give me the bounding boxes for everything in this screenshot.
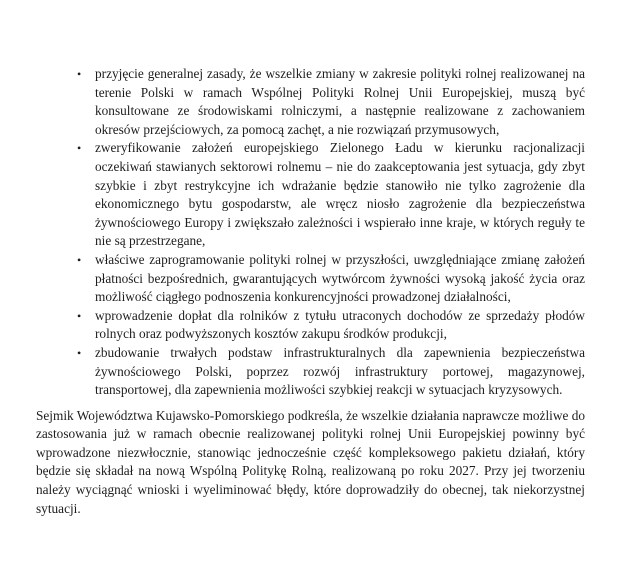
list-item bbox=[77, 307, 585, 344]
list-item-text: właściwe zaprogramowanie polityki rolnej w przyszłości, uwzględniające zmianę założeń płatności bezpośrednich, gwarantujących wytwórcom żywności wysoką jakość życia oraz możliwość ciągłego podnoszenia konkurencyjności prowadzonej działalności, bbox=[95, 251, 585, 305]
list-item-text: zbudowanie trwałych podstaw infrastrukturalnych dla zapewnienia bezpieczeństwa żywnościowego Polski, poprzez rozwój infrastruktury portowej, magazynowej, transportowej, dla zapewnienia możliwości szybkiej reakcji w sytuacjach kryzysowych. bbox=[95, 344, 585, 398]
list-item bbox=[77, 139, 585, 251]
bullet-icon: • bbox=[77, 345, 82, 360]
list-item bbox=[77, 344, 585, 400]
bullet-icon: • bbox=[77, 141, 82, 156]
bullet-icon: • bbox=[77, 67, 82, 81]
list-item-text: wprowadzenie dopłat dla rolników z tytułu utraconych dochodów ze sprzedaży płodów rolnych oraz podwyższonych kosztów zakupu środków produkcji, bbox=[95, 307, 585, 342]
list-item bbox=[77, 65, 585, 139]
list-item bbox=[77, 251, 585, 307]
list-item-text: przyjęcie generalnej zasady, że wszelkie zmiany w zakresie polityki rolnej realizowanej na terenie Polski w ramach Wspólnej Polityki Rolnej Unii Europejskiej, muszą być konsultowane ze środowiskami rolniczymi, a następnie realizowane z zachowaniem okresów przejściowych, za pomocą zachęt, a nie rozwiązań przymusowych, bbox=[95, 66, 585, 137]
bullet-icon: • bbox=[77, 308, 82, 323]
bullet-icon: • bbox=[77, 252, 82, 267]
bullet-list bbox=[36, 65, 585, 400]
closing-paragraph: Sejmik Województwa Kujawsko-Pomorskiego podkreśla, że wszelkie działania naprawcze możliwe do zastosowania już w ramach obecnie realizowanej polityki rolnej Unii Europejskiej powinny być wprowadzone niezwłocznie, stanowiąc jednocześnie część kompleksowego pakietu działań, który będzie się składał na nową Wspólną Politykę Rolną, realizowaną po roku 2027. Przy jej tworzeniu należy wyciągnąć wnioski i wyeliminować błędy, które doprowadziły do obecnej, tak niekorzystnej sytuacji. bbox=[36, 407, 585, 516]
list-item-text: zweryfikowanie założeń europejskiego Zielonego Ładu w kierunku racjonalizacji oczekiwań stawianych sektorowi rolnemu – nie do zaakceptowania jest sytuacja, gdy zbyt szybkie i zbyt restrykcyjne ich wdrażanie będzie stanowiło nie tylko zagrożenie dla ekonomicznego bytu gospodarstw, ale wręcz niosło zagrożenie dla bezpieczeństwa żywnościowego Europy i zwiększało zależności i wspierało inne kraje, w których reguły te nie są przestrzegane, bbox=[95, 140, 585, 249]
